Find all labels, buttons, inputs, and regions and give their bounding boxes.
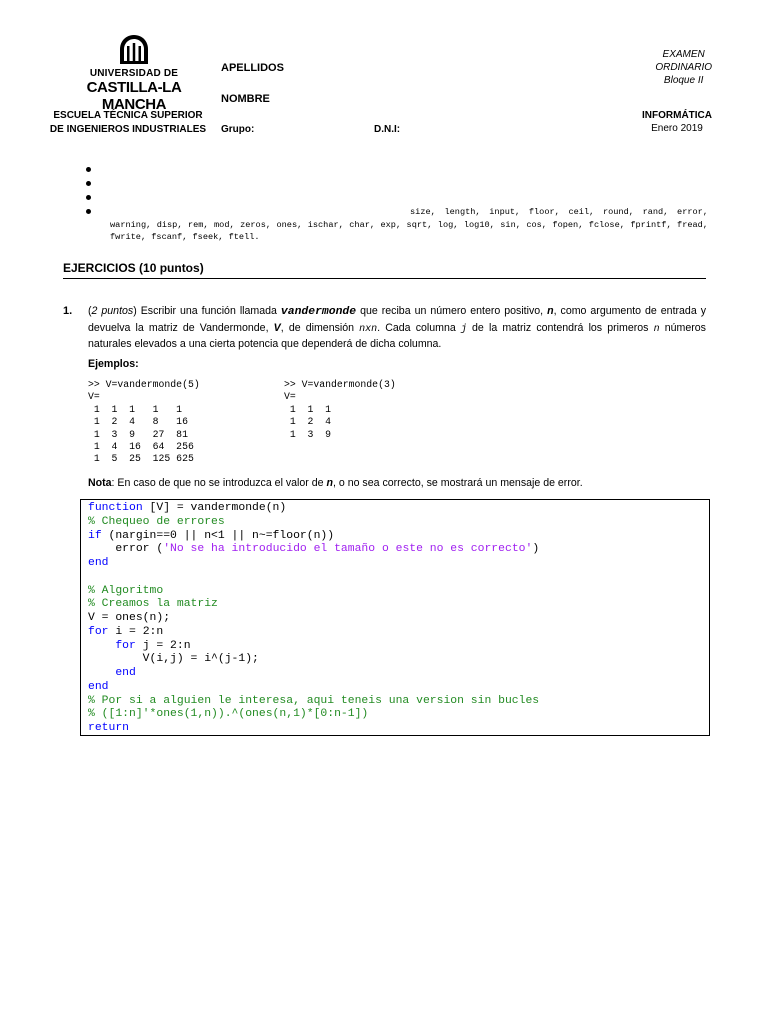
school-name bbox=[44, 109, 212, 137]
code-line: end bbox=[115, 667, 136, 679]
example-output-5: >> V=vandermonde(5) V= 1 1 1 1 1 1 2 4 8 16 1 3 9 27 81 1 4 16 64 256 1 5 25 125 625 bbox=[88, 379, 200, 465]
code-line: % Algoritmo bbox=[88, 584, 164, 597]
university-logo bbox=[54, 34, 214, 113]
nombre-label: NOMBRE bbox=[221, 93, 270, 105]
code-line: if (nargin==0 || n<1 || n~=floor(n)) bbox=[88, 529, 335, 542]
subject-name: INFORMÁTICA bbox=[642, 110, 712, 121]
statement-text: . Cada columna bbox=[377, 321, 461, 334]
function-name: vandermonde bbox=[280, 306, 357, 318]
code-line: end bbox=[88, 557, 109, 569]
exam-block: Bloque II bbox=[663, 75, 704, 86]
note-label: Nota bbox=[88, 477, 112, 489]
code-line bbox=[88, 571, 702, 585]
examples-label: Ejemplos: bbox=[88, 358, 139, 370]
list-item bbox=[86, 164, 708, 178]
note-variable: n bbox=[326, 477, 333, 489]
exercise-statement: (2 puntos) Escribir una función llamada vandermonde que reciba un número entero positivo, n, como argumento de entrada y devuelva la matriz de Vandermonde, V, de dimensión nxn. Cada columna j de la matriz contendrá los primeros n números naturales elevados a una cierta potencia que dependerá de dicha columna. bbox=[88, 305, 706, 350]
statement-text: de la matriz contendrá los primeros bbox=[466, 321, 654, 334]
exam-info bbox=[655, 48, 712, 87]
university-emblem-icon bbox=[117, 34, 151, 66]
exam-type-line2: ORDINARIO bbox=[655, 62, 712, 73]
code-line: return bbox=[88, 722, 130, 734]
code-line: % Chequeo de errores bbox=[88, 515, 225, 528]
statement-text: , como argumento de entrada y devuelva la matriz de Vandermonde, bbox=[88, 305, 706, 334]
school-name-line2: DE INGENIEROS INDUSTRIALES bbox=[49, 124, 207, 135]
code-block bbox=[88, 502, 702, 736]
dimension: nxn bbox=[359, 323, 378, 335]
exam-date: Enero 2019 bbox=[651, 123, 703, 134]
variable-n: n bbox=[547, 305, 554, 317]
code-line: % ([1:n]'*ones(1,n)).^(ones(n,1)*[0:n-1]) bbox=[88, 708, 369, 721]
grupo-label: Grupo: bbox=[221, 124, 255, 135]
variable-j: j bbox=[460, 323, 467, 335]
variable-n2: n bbox=[653, 323, 660, 335]
code-line: for j = 2:n bbox=[115, 639, 191, 652]
exercise-points: 2 puntos bbox=[91, 305, 134, 317]
statement-text: que reciba un número entero positivo, bbox=[356, 305, 548, 317]
note bbox=[88, 477, 583, 489]
statement-text: , de dimensión bbox=[280, 321, 360, 334]
statement-text: números naturales elevados a una cierta potencia que dependerá de dicha columna. bbox=[88, 321, 706, 350]
university-name-line2: CASTILLA-LA MANCHA bbox=[86, 79, 182, 113]
apellidos-label: APELLIDOS bbox=[221, 62, 284, 74]
note-text: , o no sea correcto, se mostrará un mensaje de error. bbox=[332, 477, 583, 489]
list-item bbox=[86, 206, 708, 244]
university-name-line1: UNIVERSIDAD DE bbox=[89, 68, 179, 79]
bullet-icon bbox=[86, 167, 91, 172]
note-text: : En caso de que no se introduzca el valor de bbox=[111, 477, 327, 489]
bullet-icon bbox=[86, 181, 91, 186]
code-line: for i = 2:n bbox=[88, 625, 164, 638]
variable-v: V bbox=[273, 321, 281, 334]
code-line: % Por si a alguien le interesa, aqui teneis una version sin bucles bbox=[88, 694, 540, 707]
code-line: % Creamos la matriz bbox=[88, 598, 218, 611]
code-line: end bbox=[88, 680, 109, 693]
instructions-list bbox=[86, 164, 708, 244]
code-solution-box bbox=[80, 499, 710, 736]
code-line: V(i,j) = i^(j-1); bbox=[88, 653, 259, 666]
code-line: error ('No se ha introducido el tamaño o este no es correcto') bbox=[88, 543, 540, 556]
exam-type-line1: EXAMEN bbox=[662, 49, 705, 60]
dni-label: D.N.I: bbox=[374, 124, 401, 135]
code-line: function [V] = vandermonde(n) bbox=[88, 502, 287, 514]
school-name-line1: ESCUELA TÉCNICA SUPERIOR bbox=[53, 110, 203, 121]
list-item bbox=[86, 178, 708, 192]
list-item bbox=[86, 192, 708, 206]
bullet-icon bbox=[86, 209, 91, 214]
allowed-functions: size, length, input, floor, ceil, round, rand, error, warning, disp, rem, mod, zeros, ones, ischar, char, exp, sqrt, log, log10, sin, cos, fopen, fclose, fprintf, fread, fwrite, fscanf, fseek, ftell. bbox=[110, 207, 708, 242]
exercise-number: 1. bbox=[63, 305, 73, 317]
bullet-icon bbox=[86, 195, 91, 200]
statement-text: Escribir una función llamada bbox=[136, 305, 281, 317]
code-line: V = ones(n); bbox=[88, 612, 171, 624]
example-output-3: >> V=vandermonde(3) V= 1 1 1 1 2 4 1 3 9 bbox=[284, 379, 396, 440]
subject-info bbox=[642, 109, 712, 135]
section-title: EJERCICIOS (10 puntos) bbox=[63, 261, 706, 279]
